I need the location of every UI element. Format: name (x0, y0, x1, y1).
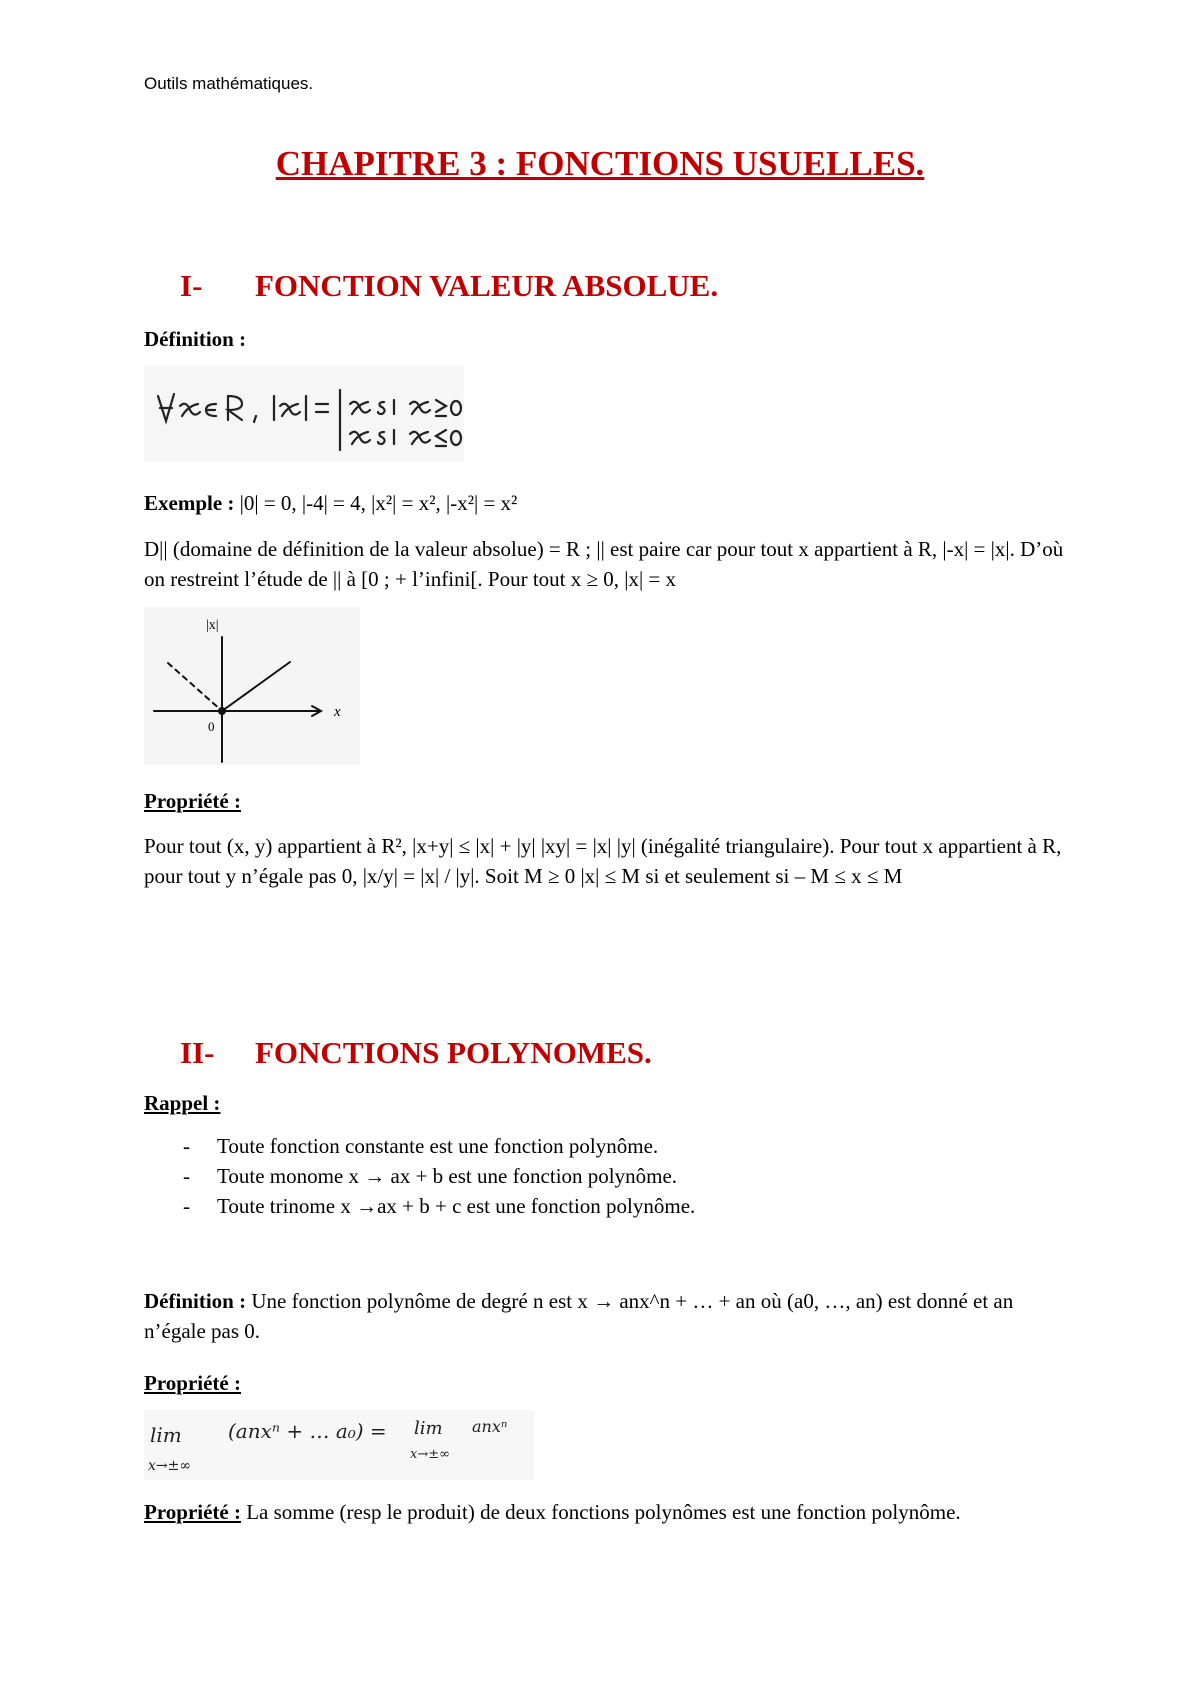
bullet-marker: - (183, 1194, 190, 1218)
reminder-label: Rappel : (144, 1091, 221, 1115)
bullet-marker: - (183, 1164, 190, 1188)
chapter-title: CHAPITRE 3 : FONCTIONS USUELLES. (275, 144, 925, 183)
bullet-text: Toute trinome x →ax + b + c est une fonction polynôme. (217, 1194, 696, 1218)
polynomial-definition-text: Une fonction polynôme de degré n est x → anx^n + … + an où (a0, …, an) est donné et an n’égale pas 0. (144, 1289, 1014, 1343)
section-2-number: II- (180, 1035, 215, 1070)
property-2-label: Propriété : (144, 1500, 241, 1524)
example-text: |0| = 0, |-4| = 4, |x²| = x², |-x²| = x² (234, 491, 518, 515)
example-line (144, 488, 1064, 518)
property-1-label: Propriété : (144, 1371, 241, 1395)
domain-paragraph: D|| (domaine de définition de la valeur absolue) = R ; || est paire car pour tout x appartient à R, |-x| = |x|. D’où on restreint l’étude de || à [0 ; + l’infini[. Pour tout x ≥ 0, |x| = x (144, 537, 1064, 591)
polynomial-definition-label: Définition : (144, 1289, 247, 1313)
graph-x-label: x (334, 704, 341, 720)
bullet-text: Toute fonction constante est une fonction polynôme. (217, 1134, 659, 1158)
definition-formula-text: ∀x ∈ R , |x| = | x si x ≥ 0 ; x si x ≤ 0 (144, 366, 159, 367)
graph-origin-label: 0 (208, 719, 215, 734)
polynomial-definition (144, 1286, 1064, 1346)
definition-label: Définition : (144, 327, 247, 351)
limit-expr-left: (anxⁿ + … a₀) = (228, 1419, 387, 1443)
property-label: Propriété : (144, 789, 241, 813)
section-2-title: FONCTIONS POLYNOMES. (255, 1035, 652, 1070)
limit-lim-left: lim (150, 1423, 182, 1447)
limit-lim-right: lim (414, 1418, 443, 1439)
bullet-item (183, 1164, 677, 1189)
section-1-title: FONCTION VALEUR ABSOLUE. (255, 268, 719, 303)
property-2-paragraph (144, 1497, 1064, 1527)
bullet-item (183, 1134, 658, 1159)
page-header: Outils mathématiques. (144, 74, 314, 93)
limit-formula-image (144, 1410, 534, 1480)
section-2-heading (180, 1035, 652, 1071)
bullet-text: Toute monome x → ax + b est une fonction polynôme. (217, 1164, 678, 1188)
limit-expr-right: anxⁿ (472, 1417, 508, 1436)
abs-value-graph (144, 607, 360, 765)
section-1-heading (180, 268, 718, 304)
limit-sub-right: x→±∞ (410, 1447, 450, 1462)
property-2-text: La somme (resp le produit) de deux fonctions polynômes est une fonction polynôme. (240, 1500, 961, 1524)
property-paragraph: Pour tout (x, y) appartient à R², |x+y| ≤ |x| + |y| |xy| = |x| |y| (inégalité triangulaire). Pour tout x appartient à R, pour tout y n’égale pas 0, |x/y| = |x| / |y|. Soit M ≥ 0 |x| ≤ M si et seulement si – M ≤ x ≤ M (144, 834, 1062, 888)
section-1-number: I- (180, 268, 203, 303)
graph-y-label: |x| (206, 618, 219, 633)
example-label: Exemple : (144, 491, 235, 515)
bullet-item (183, 1194, 695, 1219)
limit-sub-left: x→±∞ (148, 1458, 192, 1474)
bullet-marker: - (183, 1134, 190, 1158)
definition-formula-image (144, 366, 464, 462)
